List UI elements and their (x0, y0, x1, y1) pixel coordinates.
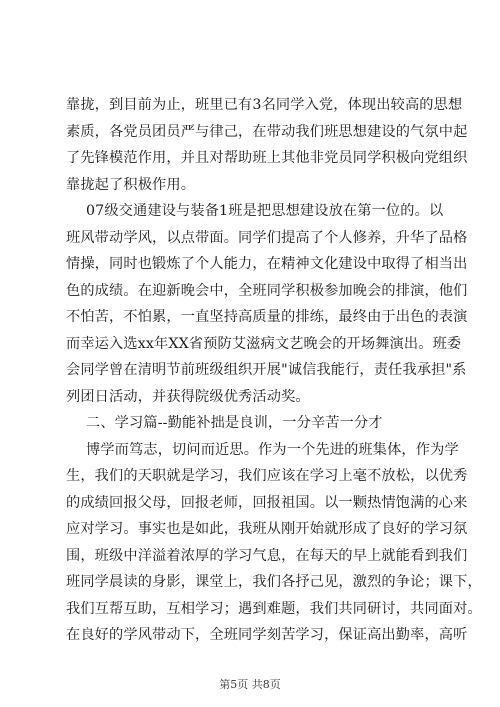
text-line: 色的成绩。在迎新晚会中，全班同学积极参加晚会的排演，他们 (66, 282, 468, 299)
text-line: 二、学习篇--勤能补拙是良训，一分辛苦一分才 (86, 415, 383, 431)
text-line: 情操，同时也锻炼了个人能力，在精神文化建设中取得了相当出 (66, 256, 468, 272)
text-line: 在良好的学风带动下，全班同学刻苦学习，保证高出勤率，高听 (66, 627, 468, 643)
text-line: 靠拢起了积极作用。 (66, 176, 196, 193)
text-line: 不怕苦，不怕累，一直坚持高质量的排练，最终由于出色的表演 (66, 309, 468, 325)
text-line: 应对学习。事实也是如此，我班从刚开始就形成了良好的学习氛 (66, 521, 468, 537)
text-line: 班同学晨读的身影，课堂上，我们各抒己见，激烈的争论；课下， (66, 574, 482, 590)
text-line: 生，我们的天职就是学习，我们应该在学习上毫不放松，以优秀 (66, 468, 468, 484)
text-line: 靠拢，到目前为止，班里已有3名同学入党，体现出较高的思想 (66, 97, 463, 113)
page-number-footer: 第5页 共8页 (219, 678, 281, 691)
text-line: 而幸运入选xx年XX省预防艾滋病文艺晚会的开场舞演出。班委 (66, 335, 462, 352)
text-line: 围，班级中洋溢着浓厚的学习气息，在每天的早上就能看到我们 (66, 547, 468, 564)
text-line: 的成绩回报父母，回报老师，回报祖国。以一颗热情饱满的心来 (66, 494, 468, 511)
text-line: 博学而笃志，切问而近思。作为一个先进的班集体，作为学 (86, 441, 459, 458)
text-line: 素质，各党员团员严与律己，在带动我们班思想建设的气氛中起 (66, 123, 468, 140)
text-line: 列团日活动，并获得院级优秀活动奖。 (66, 388, 310, 405)
text-line: 07级交通建设与装备1班是把思想建设放在第一位的。以 (86, 203, 444, 219)
text-line: 我们互帮互助，互相学习；遇到难题，我们共同研讨，共同面对。 (66, 600, 482, 617)
text-line: 了先锋模范作用，并且对帮助班上其他非党员同学积极向党组织 (66, 150, 468, 166)
text-line: 班风带动学风，以点带面。同学们提高了个人修养，升华了品格 (66, 229, 468, 246)
document-body (66, 92, 482, 649)
text-line: 会同学曾在清明节前班级组织开展"诚信我能行，责任我承担"系 (66, 362, 467, 378)
